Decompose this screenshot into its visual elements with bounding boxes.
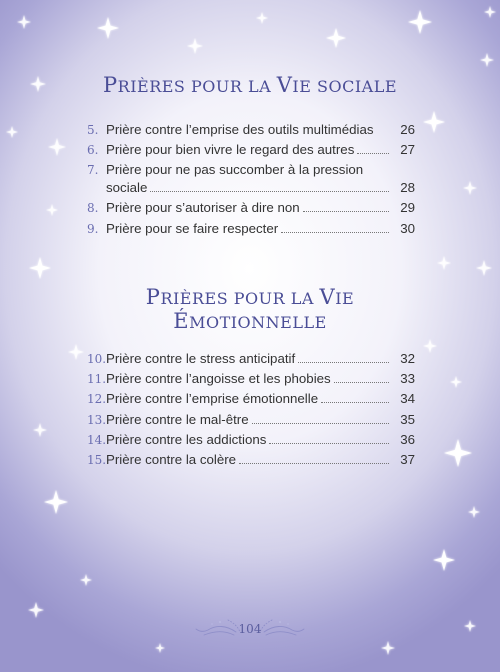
toc-entry[interactable] <box>87 198 415 218</box>
entry-title: Prière pour ne pas succomber à la pression <box>106 162 364 178</box>
four-point-star-icon <box>68 344 84 360</box>
four-point-star-icon <box>46 204 58 216</box>
toc-entry[interactable] <box>87 120 415 140</box>
four-point-star-icon <box>256 12 268 24</box>
toc-entry[interactable] <box>87 219 415 239</box>
toc-entry[interactable] <box>87 410 415 430</box>
dot-leader <box>357 142 389 154</box>
dot-leader <box>269 432 389 444</box>
dot-leader <box>321 391 389 403</box>
toc-entry[interactable] <box>87 430 415 450</box>
entry-page: 36 <box>400 431 415 447</box>
entry-page: 34 <box>400 391 415 407</box>
four-point-star-icon <box>187 38 203 54</box>
dot-leader <box>281 221 389 233</box>
entry-number: 11. <box>87 372 107 387</box>
section-title-emotional <box>0 286 500 334</box>
entry-title: Prière pour s’autoriser à dire non <box>106 200 300 216</box>
four-point-star-icon <box>468 506 480 518</box>
four-point-star-icon <box>423 111 445 133</box>
dot-leader <box>150 180 389 192</box>
entry-page: 35 <box>400 411 415 427</box>
toc-entry[interactable] <box>87 349 415 369</box>
entry-number: 10. <box>87 352 107 366</box>
four-point-star-icon <box>6 126 18 138</box>
page-number: 104 <box>238 622 262 636</box>
dot-leader <box>239 452 389 464</box>
four-point-star-icon <box>48 138 66 156</box>
entry-number: 7. <box>87 163 99 178</box>
toc-list-social <box>87 120 415 239</box>
four-point-star-icon <box>463 181 477 195</box>
four-point-star-icon <box>29 257 51 279</box>
entry-title: Prière pour bien vivre le regard des autres <box>106 142 355 158</box>
entry-number: 12. <box>87 392 107 407</box>
entry-title-continued: sociale <box>106 180 148 196</box>
entry-page: 29 <box>400 200 415 216</box>
entry-page: 28 <box>400 180 415 196</box>
toc-entry[interactable] <box>87 450 415 470</box>
four-point-star-icon <box>97 17 119 39</box>
four-point-star-icon <box>381 641 395 655</box>
four-point-star-icon <box>33 423 47 437</box>
entry-number: 13. <box>87 412 107 427</box>
four-point-star-icon <box>437 256 451 270</box>
entry-title: Prière pour se faire respecter <box>106 220 279 236</box>
entry-number: 6. <box>87 143 99 158</box>
entry-page: 26 <box>400 122 415 137</box>
four-point-star-icon <box>464 620 476 632</box>
entry-page: 37 <box>400 451 415 467</box>
four-point-star-icon <box>476 260 492 276</box>
entry-title: Prière contre la colère <box>106 451 237 467</box>
four-point-star-icon <box>28 602 44 618</box>
entry-title: Prière contre le mal-être <box>106 411 249 427</box>
entry-page: 32 <box>400 351 415 366</box>
section-title-social: PRIÈRES POUR LA VIE SOCIALE <box>103 73 397 97</box>
four-point-star-icon <box>80 574 92 586</box>
toc-entry[interactable] <box>87 160 415 198</box>
four-point-star-icon <box>433 549 455 571</box>
four-point-star-icon <box>444 439 472 467</box>
dot-leader <box>303 200 389 212</box>
entry-title: Prière contre l’emprise des outils multimédias <box>106 122 374 137</box>
entry-page: 33 <box>400 371 415 387</box>
entry-number: 8. <box>87 201 99 216</box>
entry-title: Prière contre l’emprise émotionnelle <box>106 391 319 407</box>
four-point-star-icon <box>155 643 165 653</box>
dot-leader <box>334 371 389 383</box>
entry-number: 14. <box>87 432 107 447</box>
entry-number: 9. <box>87 221 99 236</box>
toc-list-emotional <box>87 349 415 470</box>
entry-page: 27 <box>400 142 415 158</box>
entry-title: Prière contre les addictions <box>106 431 267 447</box>
four-point-star-icon <box>326 28 346 48</box>
four-point-star-icon <box>450 376 462 388</box>
entry-number: 5. <box>87 123 99 137</box>
entry-page: 30 <box>400 220 415 236</box>
dot-leader <box>298 351 389 363</box>
toc-entry[interactable] <box>87 140 415 160</box>
entry-number: 15. <box>87 452 107 467</box>
toc-entry[interactable] <box>87 389 415 409</box>
entry-title: Prière contre l’angoisse et les phobies <box>106 371 331 387</box>
entry-title: Prière contre le stress anticipatif <box>106 351 296 366</box>
section-title-line-2: ÉMOTIONNELLE <box>173 309 327 333</box>
dot-leader <box>252 412 389 424</box>
page-footer <box>190 614 310 648</box>
four-point-star-icon <box>44 490 68 514</box>
section-title-line-1: PRIÈRES POUR LA VIE <box>145 285 355 309</box>
four-point-star-icon <box>408 10 432 34</box>
toc-entry[interactable] <box>87 369 415 389</box>
four-point-star-icon <box>423 339 437 353</box>
four-point-star-icon <box>484 6 496 18</box>
four-point-star-icon <box>17 15 31 29</box>
four-point-star-icon <box>480 53 494 67</box>
